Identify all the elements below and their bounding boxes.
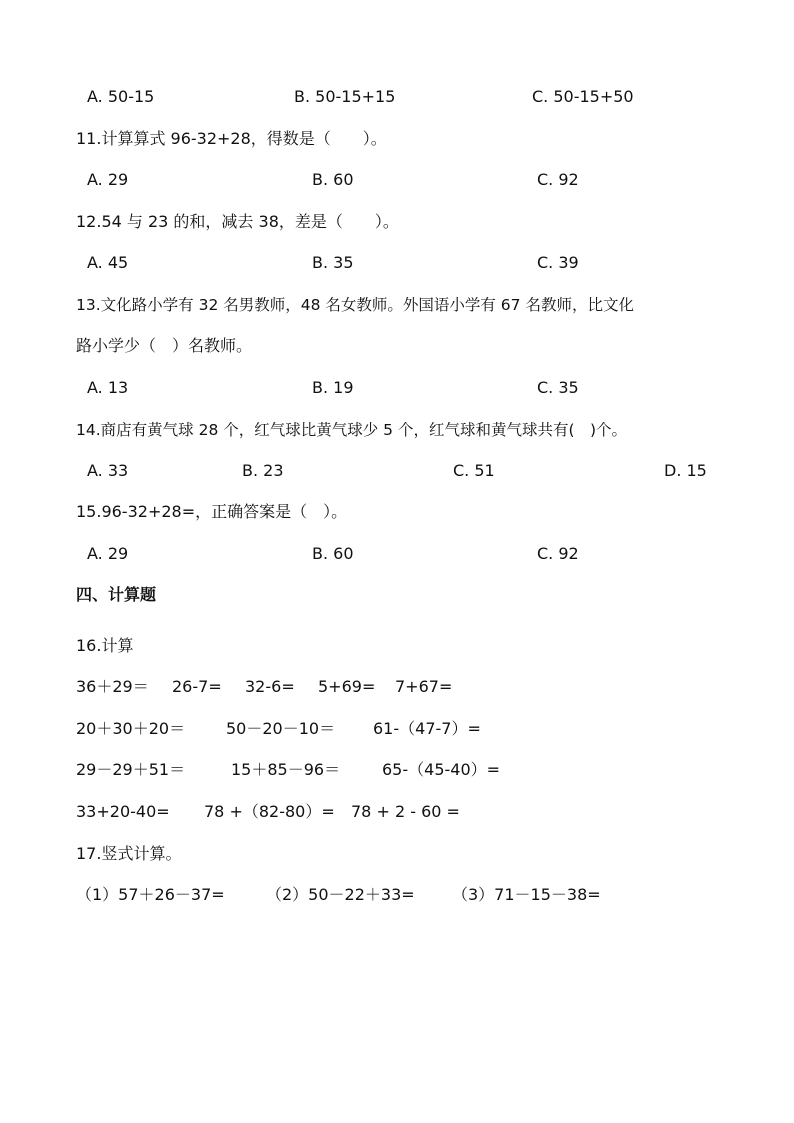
q16-row-1 xyxy=(76,676,736,698)
q16-r2-expr-2: 50－20－10＝ xyxy=(226,719,336,738)
q17-stem: 17.竖式计算。 xyxy=(76,844,182,863)
q17-item-1: （1）57＋26－37= xyxy=(76,885,225,904)
q11-options xyxy=(76,169,736,191)
q16-row-3 xyxy=(76,759,736,781)
q12-option-a: A. 45 xyxy=(87,253,129,272)
q14-stem: 14.商店有黄气球 28 个，红气球比黄气球少 5 个，红气球和黄气球共有( )个。 xyxy=(76,421,628,439)
q16-r4-expr-2: 78 +（82-80）= xyxy=(204,802,335,821)
q15-options xyxy=(76,543,736,565)
q16-r1-expr-4: 5+69= xyxy=(318,677,376,696)
section-title: 四、计算题 xyxy=(76,585,157,604)
q16-r4-expr-1: 33+20-40= xyxy=(76,802,170,821)
q13-options xyxy=(76,377,736,399)
q10-option-a: A. 50-15 xyxy=(87,87,155,106)
q16-r3-expr-2: 15＋85－96＝ xyxy=(231,760,341,779)
q17-item-3: （3）71－15－38= xyxy=(452,885,601,904)
q14-options xyxy=(76,460,736,482)
q12-option-b: B. 35 xyxy=(312,253,354,272)
q16-r1-expr-2: 26-7= xyxy=(172,677,222,696)
q12-stem: 12.54 与 23 的和，减去 38，差是（ ）。 xyxy=(76,212,399,231)
q11-option-a: A. 29 xyxy=(87,170,129,189)
q16-r1-expr-1: 36＋29＝ xyxy=(76,677,149,696)
q14-option-d: D. 15 xyxy=(664,461,707,480)
q14-option-b: B. 23 xyxy=(242,461,284,480)
q16-r2-expr-1: 20＋30＋20＝ xyxy=(76,719,186,738)
q16-r3-expr-3: 65-（45-40）= xyxy=(382,760,501,779)
q10-option-c: C. 50-15+50 xyxy=(532,87,634,106)
q16-r1-expr-3: 32-6= xyxy=(245,677,295,696)
q13-option-c: C. 35 xyxy=(537,378,579,397)
q14-option-a: A. 33 xyxy=(87,461,129,480)
q16-row-2 xyxy=(76,718,736,740)
q16-r3-expr-1: 29－29＋51＝ xyxy=(76,760,186,779)
q12-option-c: C. 39 xyxy=(537,253,579,272)
q10-options xyxy=(76,86,736,108)
q15-option-c: C. 92 xyxy=(537,544,579,563)
q15-option-a: A. 29 xyxy=(87,544,129,563)
q16-r2-expr-3: 61-（47-7）= xyxy=(373,719,481,738)
q12-options xyxy=(76,252,736,274)
q16-r4-expr-3: 78 + 2 - 60 = xyxy=(351,802,460,821)
q13-stem-line1: 13.文化路小学有 32 名男教师，48 名女教师。外国语小学有 67 名教师，比文化 xyxy=(76,296,634,314)
q16-row-4 xyxy=(76,801,736,823)
q14-option-c: C. 51 xyxy=(453,461,495,480)
q11-stem: 11.计算算式 96-32+28，得数是（ ）。 xyxy=(76,129,387,148)
q17-items xyxy=(76,884,736,906)
q10-option-b: B. 50-15+15 xyxy=(294,87,396,106)
q17-item-2: （2）50－22＋33= xyxy=(266,885,415,904)
q13-stem-line2: 路小学少（ ）名教师。 xyxy=(76,336,253,355)
q11-option-b: B. 60 xyxy=(312,170,354,189)
q16-stem: 16.计算 xyxy=(76,636,134,655)
q15-option-b: B. 60 xyxy=(312,544,354,563)
q15-stem: 15.96-32+28=，正确答案是（ ）。 xyxy=(76,502,348,521)
q13-option-a: A. 13 xyxy=(87,378,129,397)
q11-option-c: C. 92 xyxy=(537,170,579,189)
q13-option-b: B. 19 xyxy=(312,378,354,397)
q16-r1-expr-5: 7+67= xyxy=(395,677,453,696)
